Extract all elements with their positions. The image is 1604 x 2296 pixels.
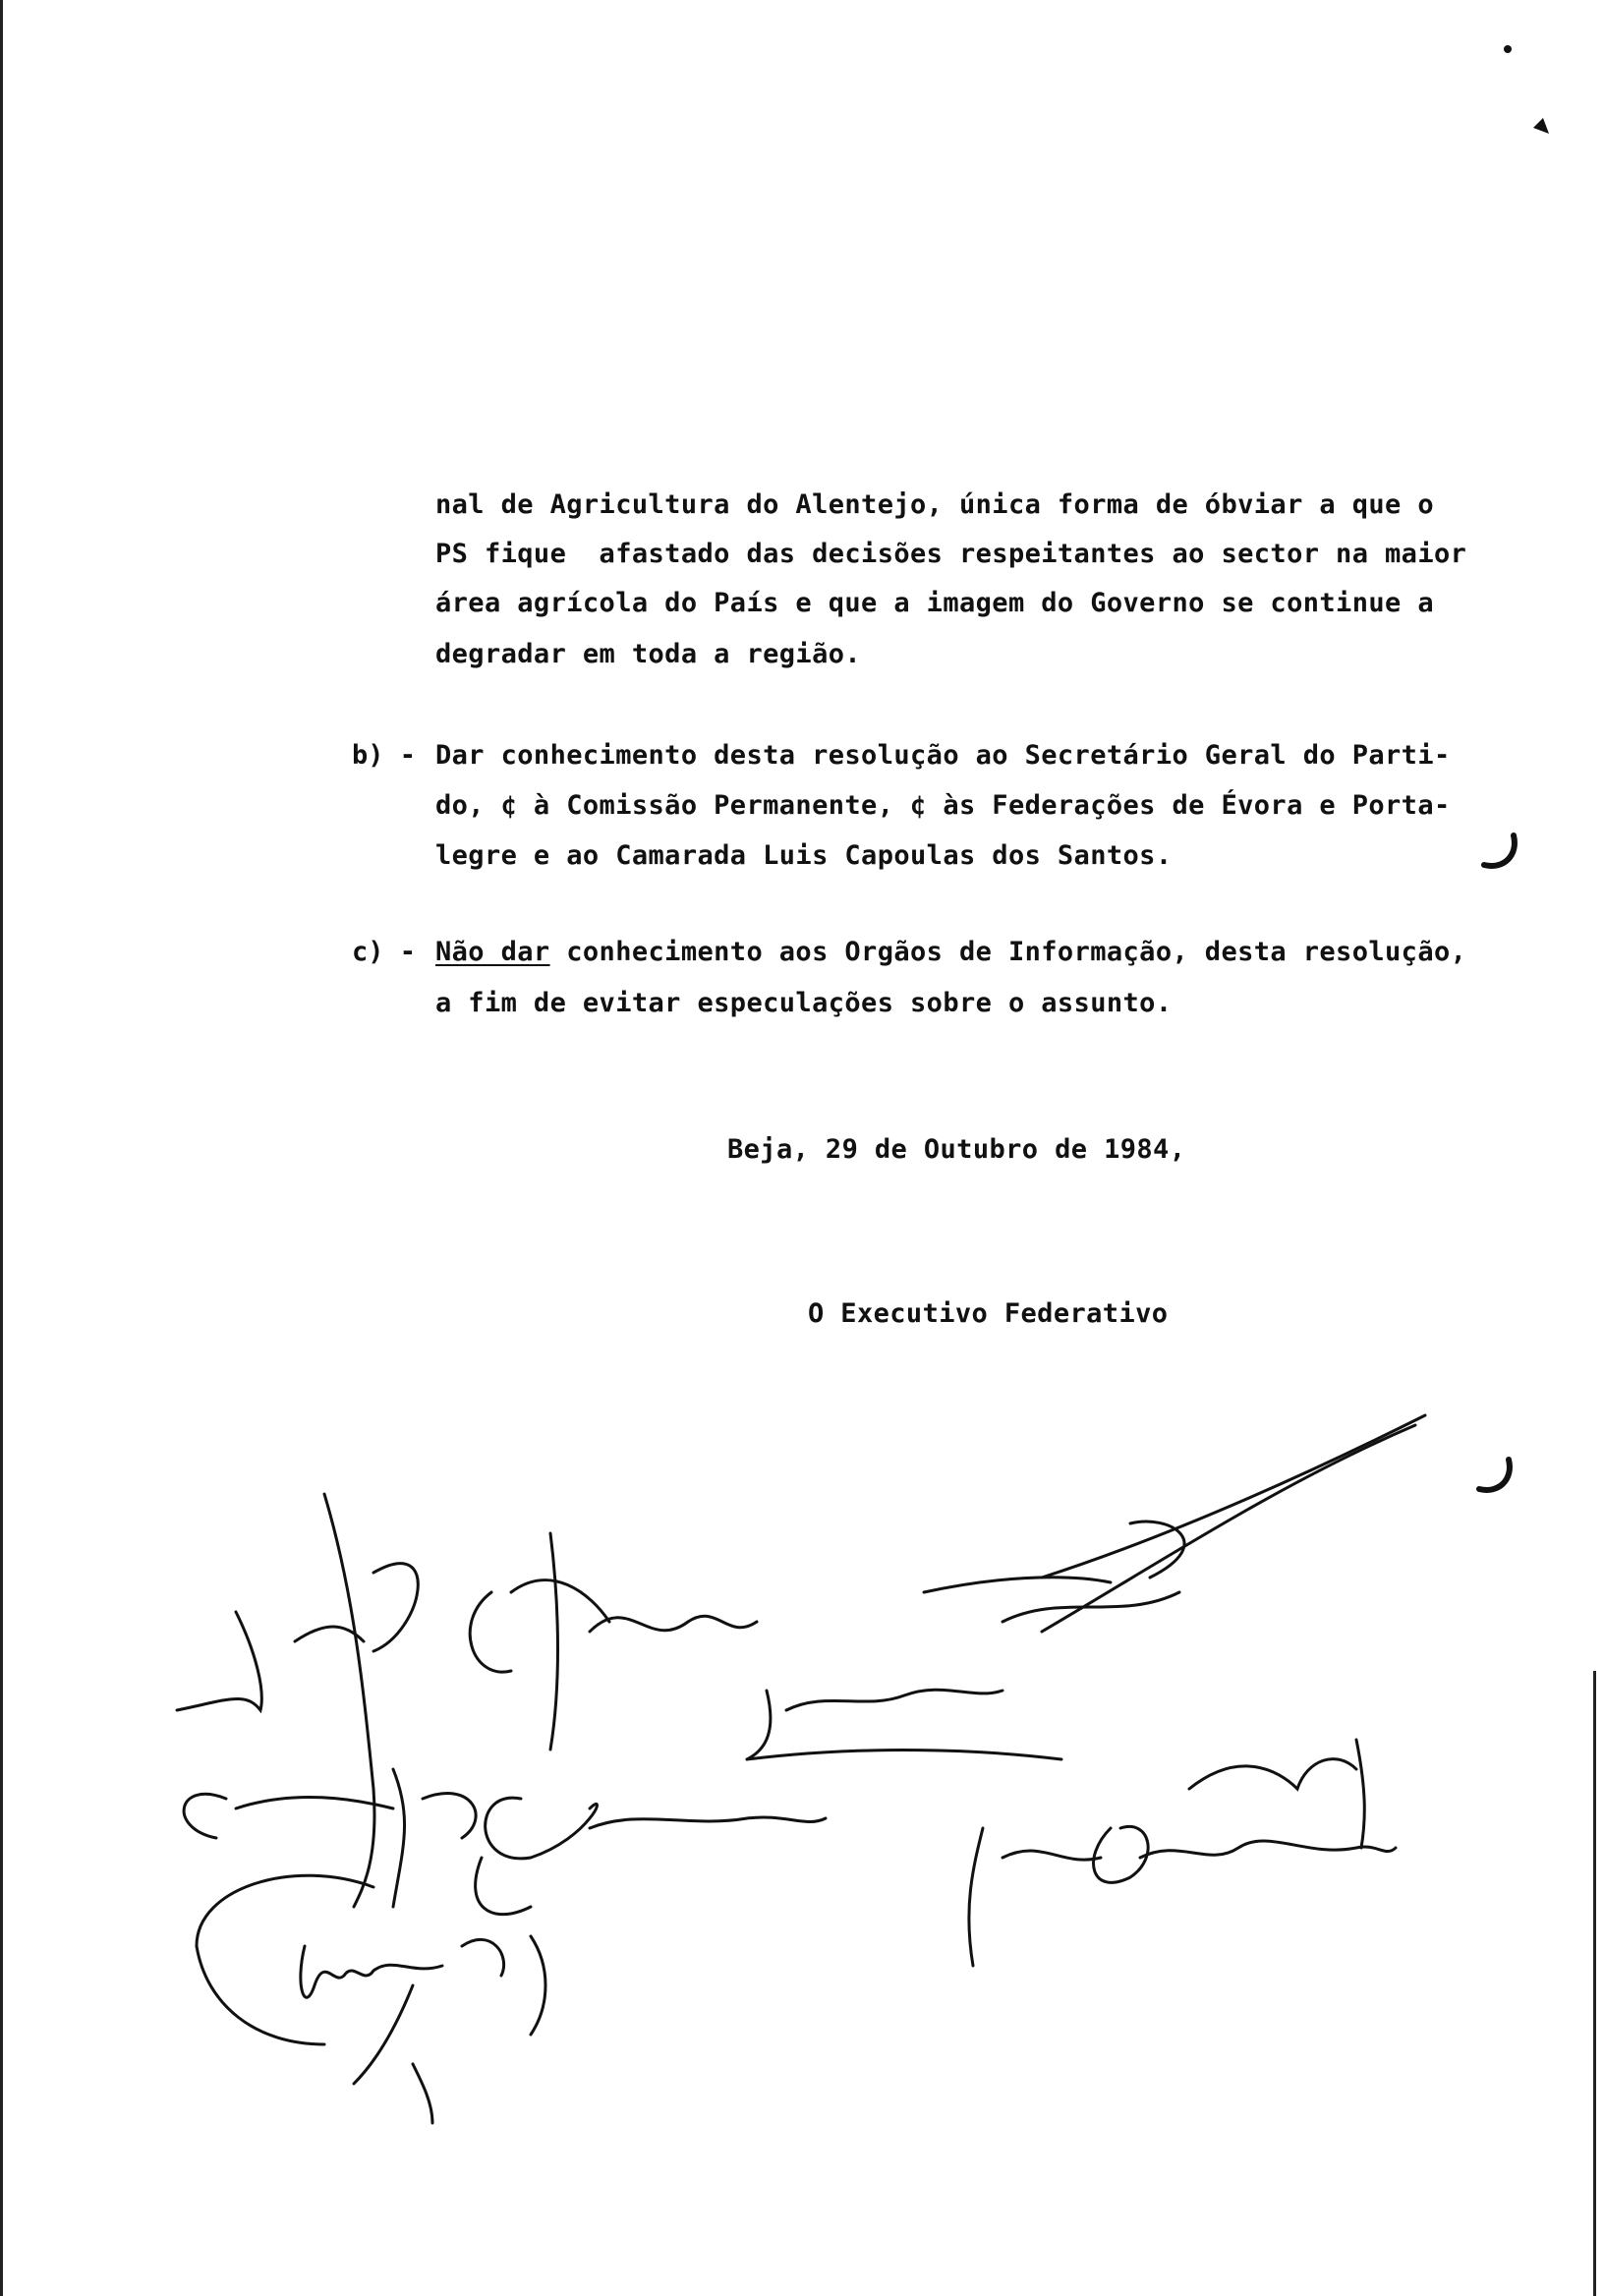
punch-hole-mark: [1474, 826, 1533, 885]
item-c-label: c) -: [352, 937, 417, 967]
item-c-line-2: a fim de evitar especulações sobre o assunto.: [435, 988, 1173, 1018]
paragraph-a-line-2: PS fique afastado das decisões respeitantes ao sector na maior: [435, 539, 1467, 569]
handwritten-signatures: [0, 1396, 1604, 2143]
paragraph-a-line-4: degradar em toda a região.: [435, 639, 862, 669]
item-b-line-1: Dar conhecimento desta resolução ao Secretário Geral do Parti-: [435, 740, 1451, 771]
item-c-line-1-rest: conhecimento aos Orgãos de Informação, desta resolução,: [549, 937, 1467, 967]
paragraph-a-line-1: nal de Agricultura do Alentejo, única forma de óbviar a que o: [435, 489, 1434, 520]
item-c-line-1: [435, 937, 1466, 967]
paragraph-a-line-3: área agrícola do País e que a imagem do Governo se continue a: [435, 588, 1434, 618]
item-c-emphasis: Não dar: [435, 937, 550, 967]
signatory-title: O Executivo Federativo: [808, 1298, 1169, 1329]
scan-speck-marks: [1474, 20, 1592, 147]
date-line: Beja, 29 de Outubro de 1984,: [727, 1134, 1186, 1165]
item-b-line-2: do, ¢ à Comissão Permanente, ¢ às Federações de Évora e Porta-: [435, 790, 1451, 821]
item-b-label: b) -: [352, 740, 417, 771]
item-b-line-3: legre e ao Camarada Luis Capoulas dos Santos.: [435, 840, 1173, 871]
punch-hole-mark-2: [1469, 1450, 1528, 1509]
